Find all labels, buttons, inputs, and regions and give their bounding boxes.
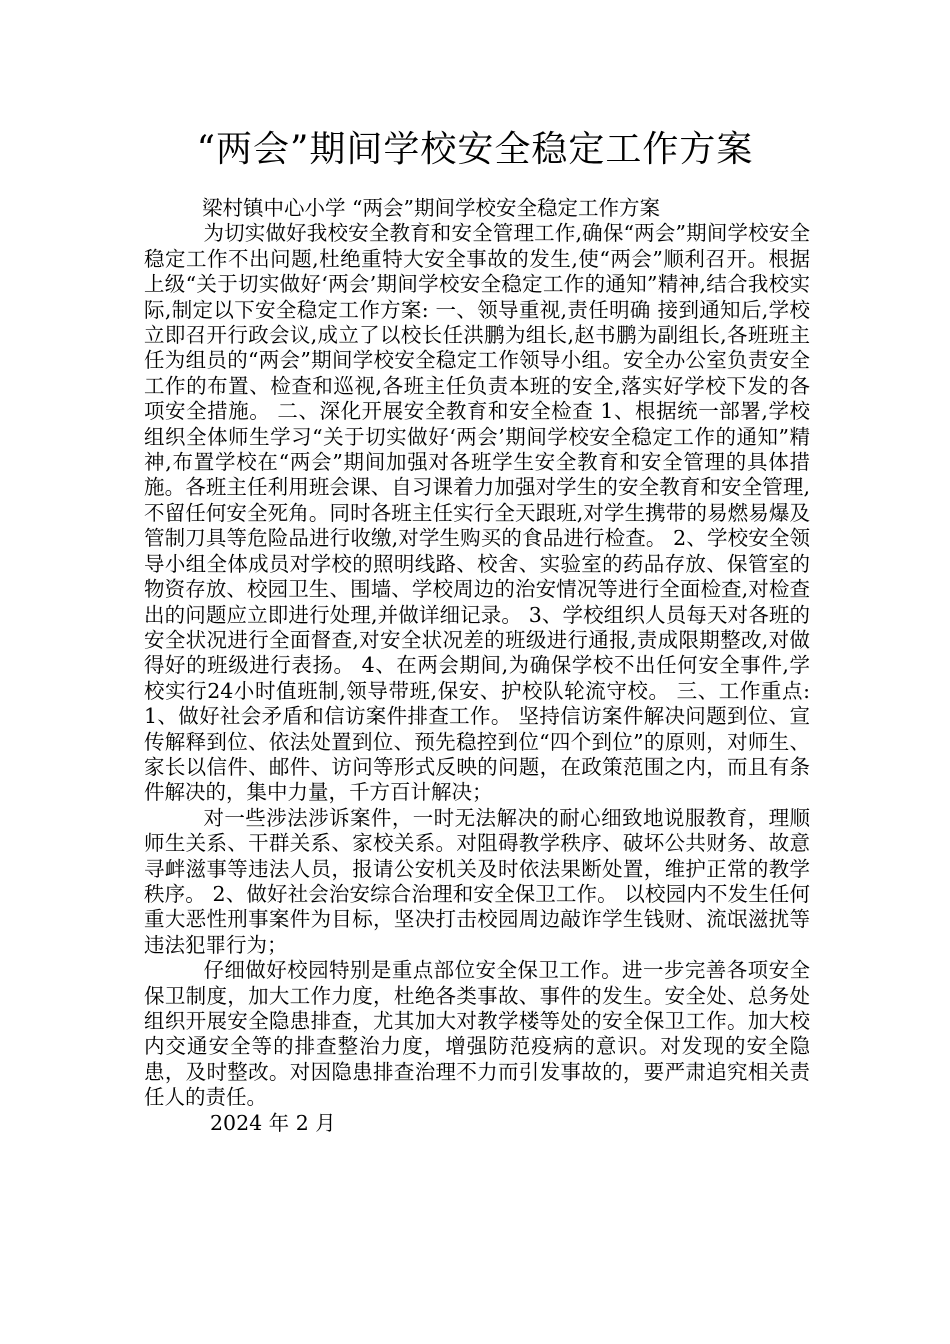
document-subtitle: 梁村镇中心小学 “两会”期间学校安全稳定工作方案 <box>202 196 660 220</box>
paragraph-2: 对一些涉法涉诉案件，一时无法解决的耐心细致地说服教育，理顺师生关系、干群关系、家校关系。对阻碍教学秩序、破坏公共财务、故意寻衅滋事等违法人员，报请公安机关及时依法果断处置，维护正常的教学秩序。 2、做好社会治安综合治理和安全保卫工作。 以校园内不发生任何重大恶性刑事案件为目标，坚决打击校园周边敲诈学生钱财、流氓滋扰等违法犯罪行为； <box>144 805 810 957</box>
document-title: “两会”期间学校安全稳定工作方案 <box>196 129 754 170</box>
paragraph-3: 仔细做好校园特别是重点部位安全保卫工作。进一步完善各项安全保卫制度，加大工作力度，杜绝各类事故、事件的发生。安全处、总务处组织开展安全隐患排查，尤其加大对教学楼等处的安全保卫工作。加大校内交通安全等的排查整治力度，增强防范疫病的意识。对发现的安全隐患，及时整改。对因隐患排查治理不力而引发事故的，要严肃追究相关责任人的责任。 <box>144 958 810 1110</box>
document-body <box>144 196 810 1136</box>
document-date: 2024 年 2 月 <box>210 1110 336 1135</box>
paragraph-1: 为切实做好我校安全教育和安全管理工作,确保“两会”期间学校安全稳定工作不出问题,杜绝重特大安全事故的发生,使“两会”顺利召开。根据上级“关于切实做好‘两会’期间学校安全稳定工作的通知”精神,结合我校实际,制定以下安全稳定工作方案: 一、领导重视,责任明确 接到通知后,学校立即召开行政会议,成立了以校长任洪鹏为组长,赵书鹏为副组长,各班班主任为组员的“两会”期间学校安全稳定工作领导小组。安全办公室负责安全工作的布置、检查和巡视,各班主任负责本班的安全,落实好学校下发的各项安全措施。 二、深化开展安全教育和安全检查 1、根据统一部署,学校组织全体师生学习“关于切实做好‘两会’期间学校安全稳定工作的通知”精神,布置学校在“两会”期间加强对各班学生安全教育和安全管理的具体措施。各班主任利用班会课、自习课着力加强对学生的安全教育和安全管理,不留任何安全死角。同时各班主任实行全天跟班,对学生携带的易燃易爆及管制刀具等危险品进行收缴,对学生购买的食品进行检查。 2、学校安全领导小组全体成员对学校的照明线路、校舍、实验室的药品存放、保管室的物资存放、校园卫生、围墙、学校周边的治安情况等进行全面检查,对检查出的问题应立即进行处理,并做详细记录。 3、学校组织人员每天对各班的安全状况进行全面督查,对安全状况差的班级进行通报,责成限期整改,对做得好的班级进行表扬。 4、在两会期间,为确保学校不出任何安全事件,学校实行24小时值班制,领导带班,保安、护校队轮流守校。 三、工作重点: 1、做好社会矛盾和信访案件排查工作。 坚持信访案件解决问题到位、宣传解释到位、依法处置到位、预先稳控到位“四个到位”的原则，对师生、家长以信件、邮件、访问等形式反映的问题，在政策范围之内，而且有条件解决的，集中力量，千方百计解决； <box>144 221 810 805</box>
